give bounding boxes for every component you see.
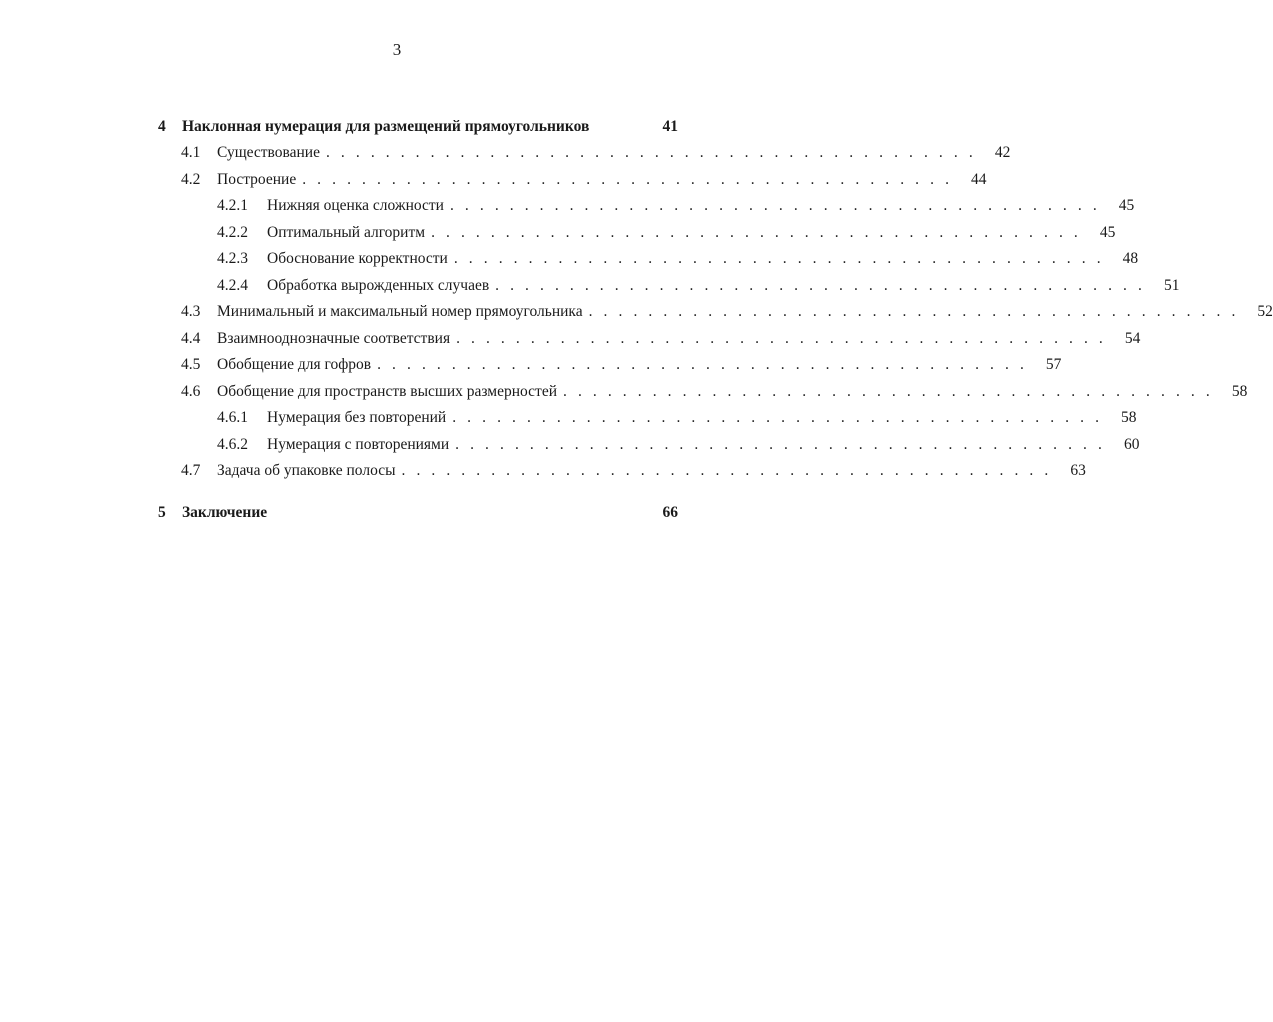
toc-title: Взаимнооднозначные соответствия — [217, 330, 456, 348]
toc-page: 42 — [994, 144, 1011, 161]
toc-leader: . . . . . . . . . . . . . . . . . . . . . . . . . . . . . . . . . . . . . . . . . . . . — [455, 435, 1106, 453]
toc-leader: . . . . . . . . . . . . . . . . . . . . . . . . . . . . . . . . . . . . . . . . . . . . — [456, 329, 1107, 347]
toc-page: 41 — [662, 118, 678, 135]
toc-title: Обобщение для гофров — [217, 356, 377, 374]
toc-leader: . . . . . . . . . . . . . . . . . . . . . . . . . . . . . . . . . . . . . . . . . . . . — [588, 303, 1239, 320]
toc-page: 58 — [1231, 382, 1248, 400]
toc-title: Обоснование корректности — [267, 250, 454, 268]
toc-section-4-1[interactable] — [158, 144, 1011, 171]
toc-number: 4.1 — [181, 144, 201, 161]
toc-leader: . . . . . . . . . . . . . . . . . . . . . . . . . . . . . . . . . . . . . . . . . . . . — [449, 197, 1101, 214]
toc-page: 45 — [1118, 197, 1135, 214]
toc-number: 4.4 — [181, 329, 201, 347]
toc-page: 54 — [1124, 329, 1141, 347]
toc-number: 4.2.3 — [217, 250, 248, 267]
page-number: 3 — [392, 40, 402, 59]
toc-subsection-4-2-1[interactable] — [158, 197, 1135, 224]
toc-chapter-5[interactable] — [158, 504, 678, 530]
toc-number: 4.5 — [181, 356, 201, 373]
toc-number: 4.7 — [181, 462, 201, 479]
toc-subsection-4-2-3[interactable] — [158, 250, 1139, 277]
toc-title: Нижняя оценка сложности — [267, 197, 450, 215]
toc-number: 4.2.4 — [217, 276, 248, 294]
toc-title: Наклонная нумерация для размещений прямоугольников — [182, 118, 595, 136]
toc-number: 4.2.2 — [217, 223, 248, 241]
toc-title: Задача об упаковке полосы — [217, 462, 402, 480]
toc-leader: . . . . . . . . . . . . . . . . . . . . . . . . . . . . . . . . . . . . . . . . . . . . — [401, 462, 1052, 479]
toc-leader: . . . . . . . . . . . . . . . . . . . . . . . . . . . . . . . . . . . . . . . . . . . . — [453, 250, 1105, 267]
toc-section-4-3[interactable] — [158, 303, 1273, 330]
toc-page: 45 — [1099, 223, 1116, 241]
toc-subsection-4-6-2[interactable] — [158, 435, 1140, 463]
toc-leader: . . . . . . . . . . . . . . . . . . . . . . . . . . . . . . . . . . . . . . . . . . . . — [325, 144, 977, 161]
toc-subsection-4-6-1[interactable] — [158, 409, 1137, 436]
toc-title: Оптимальный алгоритм — [267, 224, 431, 242]
toc-number: 4.6 — [181, 382, 201, 400]
toc-section-4-2[interactable] — [158, 170, 987, 198]
toc-page: 48 — [1122, 250, 1139, 267]
toc-number: 4.2 — [181, 170, 201, 188]
toc-title: Нумерация с повторениями — [267, 436, 455, 454]
toc-page: 44 — [971, 170, 987, 188]
toc-number: 4.6.2 — [217, 435, 248, 453]
toc-page: 57 — [1045, 356, 1062, 373]
toc-page: 60 — [1123, 435, 1140, 453]
toc-title: Существование — [217, 144, 326, 162]
toc-title: Обработка вырожденных случаев — [267, 277, 495, 295]
toc-section-4-7[interactable] — [158, 462, 1086, 489]
toc-section-4-5[interactable] — [158, 356, 1062, 383]
toc-number: 4 — [158, 118, 166, 135]
toc-leader: . . . . . . . . . . . . . . . . . . . . . . . . . . . . . . . . . . . . . . . . . . . . — [431, 223, 1082, 241]
toc-number: 5 — [158, 503, 166, 521]
toc-page: 66 — [662, 503, 678, 521]
toc-section-4-6[interactable] — [158, 382, 1248, 410]
toc-title: Построение — [217, 171, 302, 189]
toc-title: Нумерация без повторений — [267, 409, 452, 427]
toc-leader: . . . . . . . . . . . . . . . . . . . . . . . . . . . . . . . . . . . . . . . . . . . . — [563, 382, 1214, 400]
toc-leader: . . . . . . . . . . . . . . . . . . . . . . . . . . . . . . . . . . . . . . . . . . . . — [452, 409, 1103, 426]
toc-page: 63 — [1070, 462, 1086, 479]
toc-subsection-4-2-4[interactable] — [158, 276, 1180, 304]
toc-number: 4.2.1 — [217, 197, 248, 214]
toc-title: Обобщение для пространств высших размерностей — [217, 383, 563, 401]
toc-leader: . . . . . . . . . . . . . . . . . . . . . . . . . . . . . . . . . . . . . . . . . . . . — [302, 170, 953, 188]
toc-title: Заключение — [182, 504, 273, 522]
toc-chapter-4[interactable] — [158, 118, 678, 144]
toc-page: 52 — [1257, 303, 1273, 320]
toc-page: 58 — [1121, 409, 1137, 426]
toc-number: 4.6.1 — [217, 409, 248, 426]
toc-leader: . . . . . . . . . . . . . . . . . . . . . . . . . . . . . . . . . . . . . . . . . . . . — [495, 276, 1146, 294]
toc-number: 4.3 — [181, 303, 201, 320]
toc-leader: . . . . . . . . . . . . . . . . . . . . . . . . . . . . . . . . . . . . . . . . . . . . — [377, 356, 1028, 373]
table-of-contents — [158, 118, 1273, 530]
toc-subsection-4-2-2[interactable] — [158, 223, 1116, 251]
toc-section-4-4[interactable] — [158, 329, 1141, 357]
toc-page: 51 — [1163, 276, 1180, 294]
toc-title: Минимальный и максимальный номер прямоугольника — [217, 303, 589, 321]
